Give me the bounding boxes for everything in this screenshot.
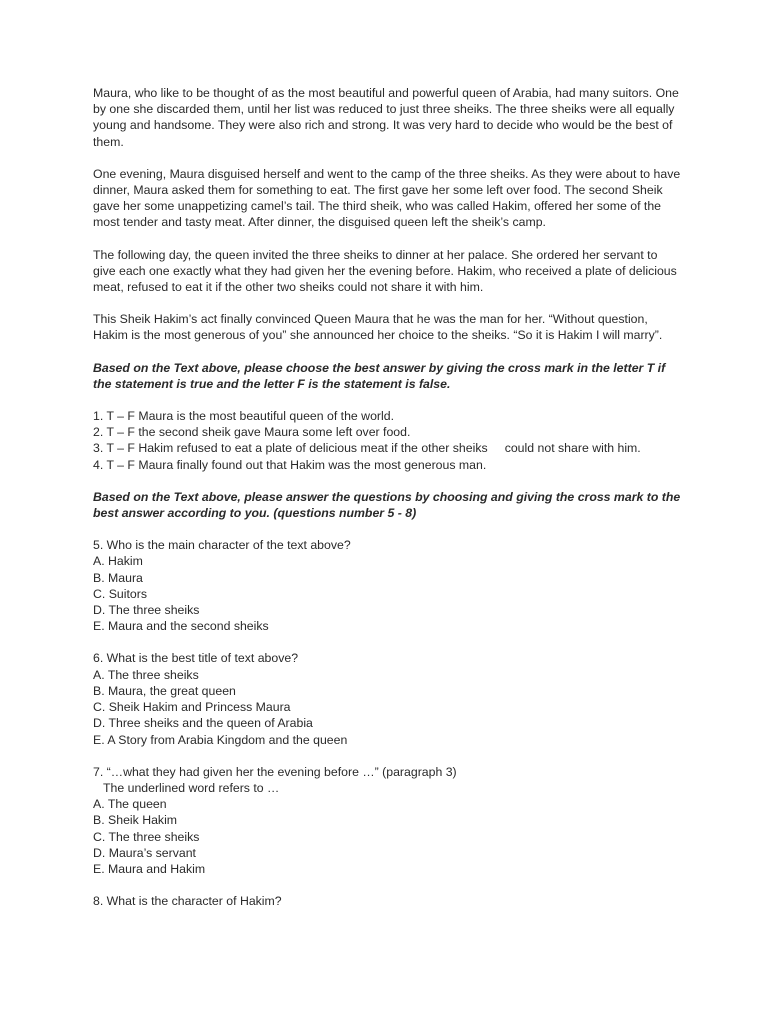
passage-paragraph-2: One evening, Maura disguised herself and went to the camp of the three sheiks. As they were about to have dinner, Maura asked them for something to eat. The first gave her some left over food. The second Sheik gave her some unappetizing camel’s tail. The third sheik, who was called Hakim, offered her some of the most tender and tasty meat. After dinner, the disguised queen left the sheik’s camp.	[93, 166, 681, 230]
question-8	[93, 893, 683, 909]
question-5-text: 5. Who is the main character of the text above?	[93, 538, 351, 553]
q7-option-c: C. The three sheiks	[93, 829, 200, 844]
true-false-list	[93, 408, 683, 473]
q5-option-a: A. Hakim	[93, 554, 143, 569]
question-7	[93, 764, 683, 877]
passage-paragraph-3: The following day, the queen invited the three sheiks to dinner at her palace. She ordered her servant to give each one exactly what they had given her the evening before. Hakim, who received a plate of delicious meat, refused to eat it if the other two sheiks could not share it with him.	[93, 247, 677, 295]
tf-item-2: 2. T – F the second sheik gave Maura some left over food.	[93, 425, 411, 440]
tf-item-1: 1. T – F Maura is the most beautiful queen of the world.	[93, 409, 394, 424]
q7-option-a: A. The queen	[93, 797, 167, 812]
q7-option-d: D. Maura’s servant	[93, 845, 196, 860]
document-content	[93, 85, 683, 925]
q5-option-b: B. Maura	[93, 570, 143, 585]
q5-option-c: C. Suitors	[93, 586, 147, 601]
q7-option-e: E. Maura and Hakim	[93, 861, 206, 876]
q6-option-e: E. A Story from Arabia Kingdom and the queen	[93, 732, 348, 747]
tf-item-3: 3. T – F Hakim refused to eat a plate of delicious meat if the other sheiks could not share with him.	[93, 441, 641, 456]
q6-option-d: D. Three sheiks and the queen of Arabia	[93, 716, 313, 731]
question-8-text: 8. What is the character of Hakim?	[93, 894, 282, 909]
q6-option-b: B. Maura, the great queen	[93, 683, 236, 698]
question-6-text: 6. What is the best title of text above?	[93, 651, 299, 666]
question-7-text: 7. “…what they had given her the evening before …” (paragraph 3)	[93, 764, 457, 779]
q5-option-e: E. Maura and the second sheiks	[93, 619, 269, 634]
true-false-instruction: Based on the Text above, please choose the best answer by giving the cross mark in the letter T if the statement is true and the letter F is the statement is false.	[93, 360, 666, 391]
question-6	[93, 650, 683, 747]
q7-option-b: B. Sheik Hakim	[93, 813, 178, 828]
q6-option-c: C. Sheik Hakim and Princess Maura	[93, 700, 291, 715]
q5-option-d: D. The three sheiks	[93, 603, 200, 618]
tf-item-4: 4. T – F Maura finally found out that Hakim was the most generous man.	[93, 457, 487, 472]
question-5	[93, 537, 683, 634]
q6-option-a: A. The three sheiks	[93, 667, 199, 682]
passage-paragraph-4: This Sheik Hakim’s act finally convinced Queen Maura that he was the man for her. “Without question, Hakim is the most generous of you” she announced her choice to the sheiks. “So it is Hakim I will marry”.	[93, 312, 663, 343]
multiple-choice-instruction: Based on the Text above, please answer the questions by choosing and giving the cross mark to the best answer according to you. (questions number 5 - 8)	[93, 489, 681, 521]
question-7-subtext: The underlined word refers to …	[103, 780, 280, 795]
passage-paragraph-1: Maura, who like to be thought of as the most beautiful and powerful queen of Arabia, had many suitors. One by one she discarded them, until her list was reduced to just three sheiks. The three sheiks were all equally young and handsome. They were also rich and strong. It was very hard to decide who would be the best of them.	[93, 86, 679, 149]
